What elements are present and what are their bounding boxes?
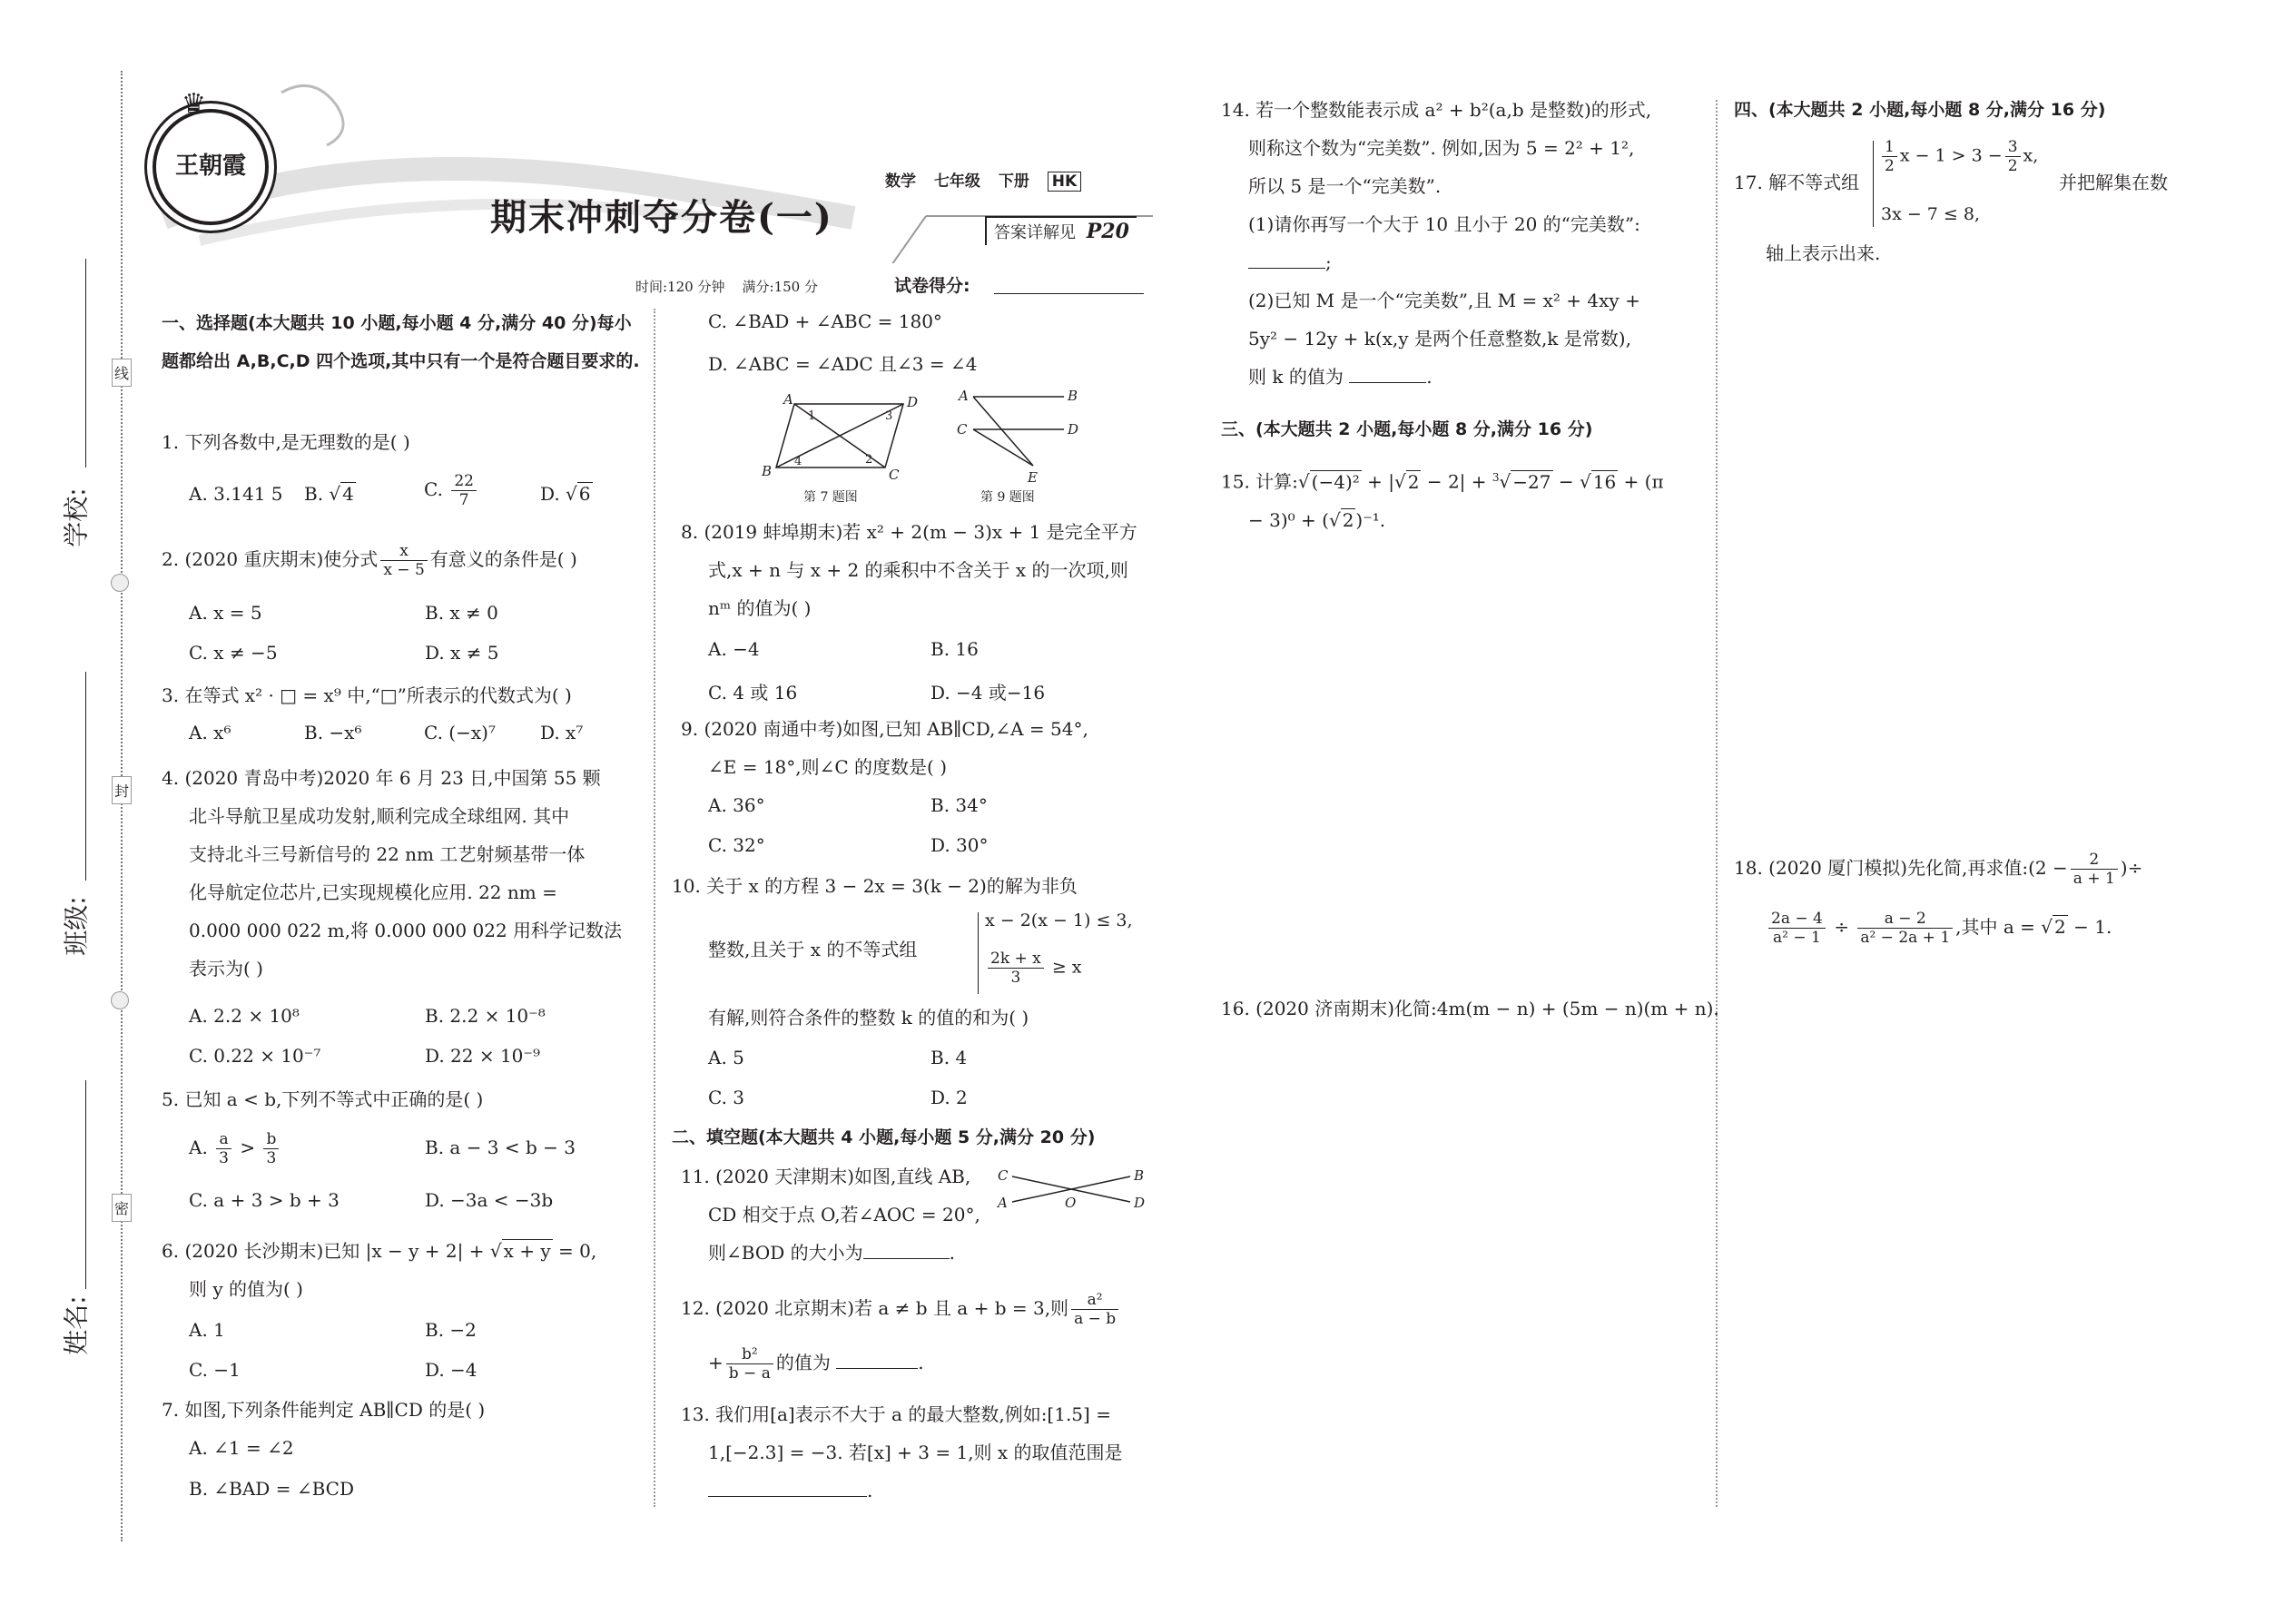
fig7-label-c: C [889,467,900,483]
q17-num-2: 3 [2005,138,2021,157]
crown-icon: ♛ [182,88,206,120]
q2-numerator: x [380,542,427,561]
q18-pre: 18. (2020 厦门模拟)先化简,再求值: [1734,857,2029,879]
q8-option-b[interactable]: B. 16 [930,638,979,660]
q18-post: ,其中 a = [1955,916,2042,938]
q18-num-1: 2a − 4 [1768,910,1826,929]
q13-end: . [867,1480,873,1501]
q8-line: 8. (2019 蚌埠期末)若 x² + 2(m − 3)x + 1 是完全平方 [681,521,1137,543]
q3-option-c[interactable]: C. (−x)⁷ [424,722,496,743]
q18-den-1: a² − 1 [1773,929,1821,947]
q14-line: 则称这个数为“完美数”. 例如,因为 5 = 2² + 1², [1248,137,1635,159]
q15-part-4: + (π [1618,470,1664,493]
q12-denominator-2: b − a [728,1364,771,1383]
section-4-heading: 四、(本大题共 2 小题,每小题 8 分,满分 16 分) [1734,100,2106,120]
q6-pre: 6. (2020 长沙期末)已知 |x − y + 2| + [162,1240,490,1262]
q12-denominator-1: a − b [1074,1310,1117,1328]
fig7-angle-1: 1 [808,409,816,423]
q7-option-d[interactable]: D. ∠ABC = ∠ADC 且∠3 = ∠4 [708,353,978,375]
question-14-stem [1221,91,1702,396]
fig11-label-o: O [1065,1195,1077,1211]
q18-num-0: 2 [2071,851,2118,870]
q15-part-2: − 2| + [1421,470,1492,493]
fig7-angle-2: 2 [865,453,873,467]
q2-option-c[interactable]: C. x ≠ −5 [189,642,278,664]
fig9-label-c: C [957,421,968,438]
q9-option-c[interactable]: C. 32° [708,834,765,856]
q1-option-d[interactable]: D. √ 6 [540,483,591,505]
binding-mark-line: 线 [112,359,132,387]
q8-option-a[interactable]: A. −4 [708,638,760,660]
question-17-label: 17. 解不等式组 [1734,172,1860,193]
q6-radicand: x + y [503,1240,551,1262]
question-4-stem [162,759,643,988]
question-16-stem: 16. (2020 济南期末)化简:4m(m − n) + (5m − n)(m + n). [1221,998,1719,1019]
binding-hole-icon [111,574,129,592]
question-18-line1 [1734,849,2142,888]
q2-option-b[interactable]: B. x ≠ 0 [425,602,498,624]
q15-part-1: + | [1361,470,1394,493]
q11-line: CD 相交于点 O,若∠AOC = 20°, [708,1204,980,1225]
q5-option-a[interactable] [189,1130,281,1167]
question-2-stem [162,540,577,579]
binding-mark-seal: 封 [112,776,132,804]
q5-a-num2: b [263,1130,279,1149]
tag-edition: HK [1048,172,1081,192]
q18-den-0: a + 1 [2072,870,2115,888]
tag-subject: 数学 [885,172,916,191]
question-8-stem [681,513,1162,627]
q10-option-a[interactable]: A. 5 [708,1047,744,1068]
q10-system-brace [978,912,979,994]
q18-answer-area[interactable] [1734,980,2251,1507]
q7-option-c[interactable]: C. ∠BAD + ∠ABC = 180° [708,310,942,332]
q18-paren-close: )÷ [2120,857,2143,879]
q18-num-2: a − 2 [1857,910,1953,929]
q6-line2: 则 y 的值为( ) [189,1278,303,1300]
q1-option-c[interactable] [424,472,479,509]
q15-line2-a: − 3)⁰ + ( [1248,508,1329,531]
q10-option-d[interactable]: D. 2 [930,1087,968,1108]
question-10-line3: 有解,则符合条件的整数 k 的值的和为( ) [708,1007,1029,1029]
q8-option-c[interactable]: C. 4 或 16 [708,682,798,704]
answer-ref-page: P20 [1086,220,1129,243]
q14-line: (1)请你再写一个大于 10 且小于 20 的“完美数”: [1248,213,1640,235]
tag-volume: 下册 [998,172,1029,191]
question-10-line1: 10. 关于 x 的方程 3 − 2x = 3(k − 2)的解为非负 [672,875,1078,897]
q17-answer-area[interactable] [1734,281,2251,826]
section-2-heading: 二、填空题(本大题共 4 小题,每小题 5 分,满分 20 分) [672,1127,1096,1147]
q14-part1-blank[interactable] [1248,268,1325,269]
q9-line: 9. (2020 南通中考)如图,已知 AB∥CD,∠A = 54°, [681,718,1088,740]
question-12-line1 [681,1289,1121,1328]
q5-a-den1: 3 [219,1149,229,1167]
q11-line: 11. (2020 天津期末)如图,直线 AB, [681,1166,971,1187]
question-12-line2 [708,1343,924,1383]
q6-option-c[interactable]: C. −1 [189,1359,241,1381]
q4-line: 支持北斗三号新信号的 22 nm 工艺射频基带一体 [189,843,586,865]
answer-ref-label: 答案详解见 [994,223,1076,242]
q2-denominator: x − 5 [383,561,425,579]
q3-option-d[interactable]: D. x⁷ [540,722,584,743]
class-field[interactable] [85,672,86,881]
q15-line2-b: )⁻¹. [1355,508,1386,531]
q3-option-b[interactable]: B. −x⁶ [304,722,362,743]
q2-post: 有意义的条件是( ) [429,548,577,570]
page-title: 期末冲刺夺分卷(一) [490,196,833,239]
q11-line: 则∠BOD 的大小为 [708,1242,863,1264]
q12-numerator-1: a² [1071,1291,1118,1310]
q6-option-b[interactable]: B. −2 [425,1319,477,1341]
brand-logo [153,109,269,225]
question-13-stem [681,1395,1123,1510]
q15-cube-index: 3 [1492,471,1500,484]
question-6-stem: 6. (2020 长沙期末)已知 |x − y + 2| + √ x + y = 0, 则 y 的值为( ) [162,1232,643,1308]
q4-line: 化导航定位芯片,已实现规模化应用. 22 nm = [189,881,557,903]
q12-post: 的值为 [775,1352,831,1373]
answer-reference [985,216,1137,245]
q15-radicand-3: −27 [1512,470,1551,493]
q1-c-denominator: 7 [458,491,469,509]
binding-dotted-line [121,71,123,1541]
figure-11 [994,1164,1148,1218]
q4-option-b[interactable]: B. 2.2 × 10⁻⁸ [425,1005,546,1027]
q10-ineq2-rhs: ≥ x [1051,957,1082,978]
q1-c-numerator: 22 [451,472,477,491]
question-7-stem: 7. 如图,下列条件能判定 AB∥CD 的是( ) [162,1399,486,1421]
question-1-stem: 1. 下列各数中,是无理数的是( ) [162,431,410,453]
q1-option-c-label: C. [424,478,449,500]
section-3-heading: 三、(本大题共 2 小题,每小题 8 分,满分 16 分) [1221,419,1593,439]
q18-den-2: a² − 2a + 1 [1860,929,1951,947]
q8-line: nᵐ 的值为( ) [708,597,812,619]
fig9-label-a: A [959,388,969,404]
q17-ineq1-mid: x − 1 > 3 − [1899,145,2003,166]
q8-line: 式,x + n 与 x + 2 的乘积中不含关于 x 的一次项,则 [708,559,1128,581]
q5-a-label: A. [189,1137,208,1158]
q17-system-brace [1873,141,1874,227]
q5-option-b[interactable]: B. a − 3 < b − 3 [425,1137,576,1158]
q14-semicolon: ; [1325,251,1332,273]
q2-option-a[interactable]: A. x = 5 [189,602,262,624]
q9-line: ∠E = 18°,则∠C 的度数是( ) [708,756,948,778]
q12-answer-blank[interactable] [836,1368,918,1369]
q15-radicand-4: 16 [1592,470,1617,493]
q17-inequality-2: 3x − 7 ≤ 8, [1881,204,1981,224]
q10-option-b[interactable]: B. 4 [930,1047,968,1068]
q17-den-1: 2 [1885,157,1895,175]
q8-option-d[interactable]: D. −4 或−16 [930,682,1046,704]
q15-radicand-1: (−4)² [1311,470,1360,493]
section-1-heading: 一、选择题(本大题共 10 小题,每小题 4 分,满分 40 分)每小题都给出 A,B,C,D 四个选项,其中只有一个是符合题目要求的. [162,313,640,371]
q12-pre: 12. (2020 北京期末)若 a ≠ b 且 a + b = 3,则 [681,1297,1069,1319]
question-18-line2: $\frac{2a - 4}{\text{a² − 1}}$ ÷ $\frac{a - 2}{\text{a² − 2a + 1}}$ ,其中 a = √ 2 − 1. [1766,908,2112,947]
fig11-label-c: C [998,1167,1009,1184]
q16-answer-area[interactable] [1221,1035,1702,1507]
q5-a-relation: > [240,1137,256,1158]
q14-line: 14. 若一个整数能表示成 a² + b²(a,b 是整数)的形式, [1221,99,1652,121]
q17-num-1: 1 [1882,138,1897,157]
column-divider [654,309,655,1507]
q13-line: 13. 我们用[a]表示不大于 a 的最大整数,例如:[1.5] = [681,1403,1111,1425]
fig7-angle-3: 3 [885,409,893,423]
q9-option-a[interactable]: A. 36° [708,794,765,816]
q2-option-d[interactable]: D. x ≠ 5 [425,642,499,664]
q7-option-b[interactable]: B. ∠BAD = ∠BCD [189,1478,354,1500]
q13-line: 1,[−2.3] = −3. 若[x] + 3 = 1,则 x 的取值范围是 [708,1442,1123,1463]
fig9-label-e: E [1028,469,1038,486]
q6-option-d[interactable]: D. −4 [425,1359,478,1381]
q14-line: (2)已知 M 是一个“完美数”,且 M = x² + 4xy + [1248,290,1640,311]
q17-line2: 轴上表示出来. [1766,242,1881,264]
question-11-stem [681,1157,980,1272]
logo-text: 王朝霞 [174,153,246,180]
q14-line: 5y² − 12y + k(x,y 是两个任意整数,k 是常数), [1248,328,1631,349]
tag-grade: 七年级 [933,172,980,191]
q4-line: 北斗导航卫星成功发射,顺利完成全球组网. 其中 [189,805,570,827]
fig7-caption: 第 7 题图 [803,490,858,505]
fig9-segment-ce [973,429,1033,466]
q10-inequality-2 [985,950,1082,987]
question-10-line2: 整数,且关于 x 的不等式组 [708,939,918,960]
q5-option-d[interactable]: D. −3a < −3b [425,1189,554,1211]
q5-option-c[interactable]: C. a + 3 > b + 3 [189,1189,340,1211]
q4-line: 4. (2020 青岛中考)2020 年 6 月 23 日,中国第 55 颗 [162,767,601,789]
fig7-label-b: B [762,463,773,479]
q15-radicand-2: 2 [1407,470,1420,493]
q13-answer-blank[interactable] [708,1496,867,1497]
q1-option-b-label: B. [304,483,330,505]
q4-line: 0.000 000 022 m,将 0.000 000 022 用科学记数法 [189,920,623,941]
fig9-caption: 第 9 题图 [980,490,1035,505]
header-tags [885,168,1081,191]
q17-ineq1-end: x, [2023,145,2039,166]
question-9-stem [681,710,1162,786]
figure-9 [953,386,1098,508]
q4-option-d[interactable]: D. 22 × 10⁻⁹ [425,1045,540,1067]
q15-part-3: − [1552,470,1580,493]
q10-denominator: 3 [1010,969,1021,987]
q6-post: = 0, [552,1240,597,1262]
q7-option-a[interactable]: A. ∠1 = ∠2 [189,1437,294,1459]
q14-end: . [1426,366,1433,388]
q12-end: . [918,1352,924,1373]
q15-pre: 15. 计算: [1221,470,1298,493]
class-label: 班级: [61,896,92,956]
time-info: 时间:120 分钟 满分:150 分 [635,279,818,295]
q9-option-d[interactable]: D. 30° [930,834,989,856]
q9-option-b[interactable]: B. 34° [930,794,988,816]
q1-option-b[interactable]: B. √ 4 [304,483,354,505]
q2-pre: 2. (2020 重庆期末)使分式 [162,548,379,570]
fig7-angle-4: 4 [794,455,802,468]
name-label: 姓名: [61,1295,92,1355]
q10-numerator: 2k + x [988,950,1044,969]
q14-part2-blank[interactable] [1349,382,1426,383]
question-5-stem: 5. 已知 a < b,下列不等式中正确的是( ) [162,1088,484,1110]
fig11-label-d: D [1134,1195,1146,1211]
q4-line: 表示为( ) [189,958,263,979]
q14-line: 则 k 的值为 [1248,366,1344,388]
fig11-label-a: A [998,1195,1008,1211]
q12-numerator-2: b² [726,1345,773,1364]
q3-option-a[interactable]: A. x⁶ [189,722,231,743]
question-3-stem: 3. 在等式 x² · □ = x⁹ 中,“□”所表示的代数式为( ) [162,684,572,706]
score-input[interactable] [994,293,1144,294]
q18-paren-open: (2 − [2028,857,2068,879]
fig11-label-b: B [1134,1167,1145,1184]
q5-a-den2: 3 [266,1149,277,1167]
q18-divide: ÷ [1834,916,1849,938]
score-label: 试卷得分: [894,276,970,296]
figure-7 [758,390,930,508]
school-label: 学校: [61,487,92,547]
column-divider [1716,100,1718,1507]
binding-hole-icon [111,991,129,1009]
q12-plus: + [708,1352,724,1373]
q5-a-num1: a [216,1130,231,1149]
q11-end: . [949,1242,955,1264]
q15-radicand-5: 2 [1342,508,1354,531]
q4-option-a[interactable]: A. 2.2 × 10⁸ [189,1005,300,1027]
q6-option-a[interactable]: A. 1 [189,1319,225,1341]
q10-inequality-1: x − 2(x − 1) ≤ 3, [985,910,1133,930]
q17-inequality-1 [1879,138,2038,175]
fig9-label-b: B [1068,388,1078,404]
fig7-label-a: A [783,391,793,408]
q17-den-2: 2 [2007,157,2018,175]
school-field[interactable] [85,259,86,468]
q11-answer-blank[interactable] [863,1258,950,1259]
q1-option-d-label: D. [540,483,566,505]
fig7-label-d: D [907,394,919,410]
q1-option-a-text: A. 3.141 5 [189,483,283,505]
q1-b-radicand: 4 [342,483,354,505]
q17-post: 并把解集在数 [2059,172,2168,193]
question-15-stem: 15. 计算:√ (−4)² + |√ 2 − 2| + $^3$√ −27 − √ 16 + (π − 3)⁰ + (√ 2 )⁻¹. [1221,470,1664,531]
q1-option-a[interactable] [189,483,283,505]
q18-radicand: 2 [2054,916,2066,938]
q14-line: 所以 5 是一个“完美数”. [1248,175,1442,197]
fig9-label-d: D [1068,421,1079,438]
name-field[interactable] [85,1080,86,1289]
fig9-segment-ae [973,397,1033,466]
q4-option-c[interactable]: C. 0.22 × 10⁻⁷ [189,1045,321,1067]
q1-d-radicand: 6 [578,483,591,505]
q10-option-c[interactable]: C. 3 [708,1087,745,1108]
q15-answer-area[interactable] [1221,545,1702,980]
binding-mark-secret: 密 [112,1194,132,1222]
q18-end: − 1. [2067,916,2112,938]
